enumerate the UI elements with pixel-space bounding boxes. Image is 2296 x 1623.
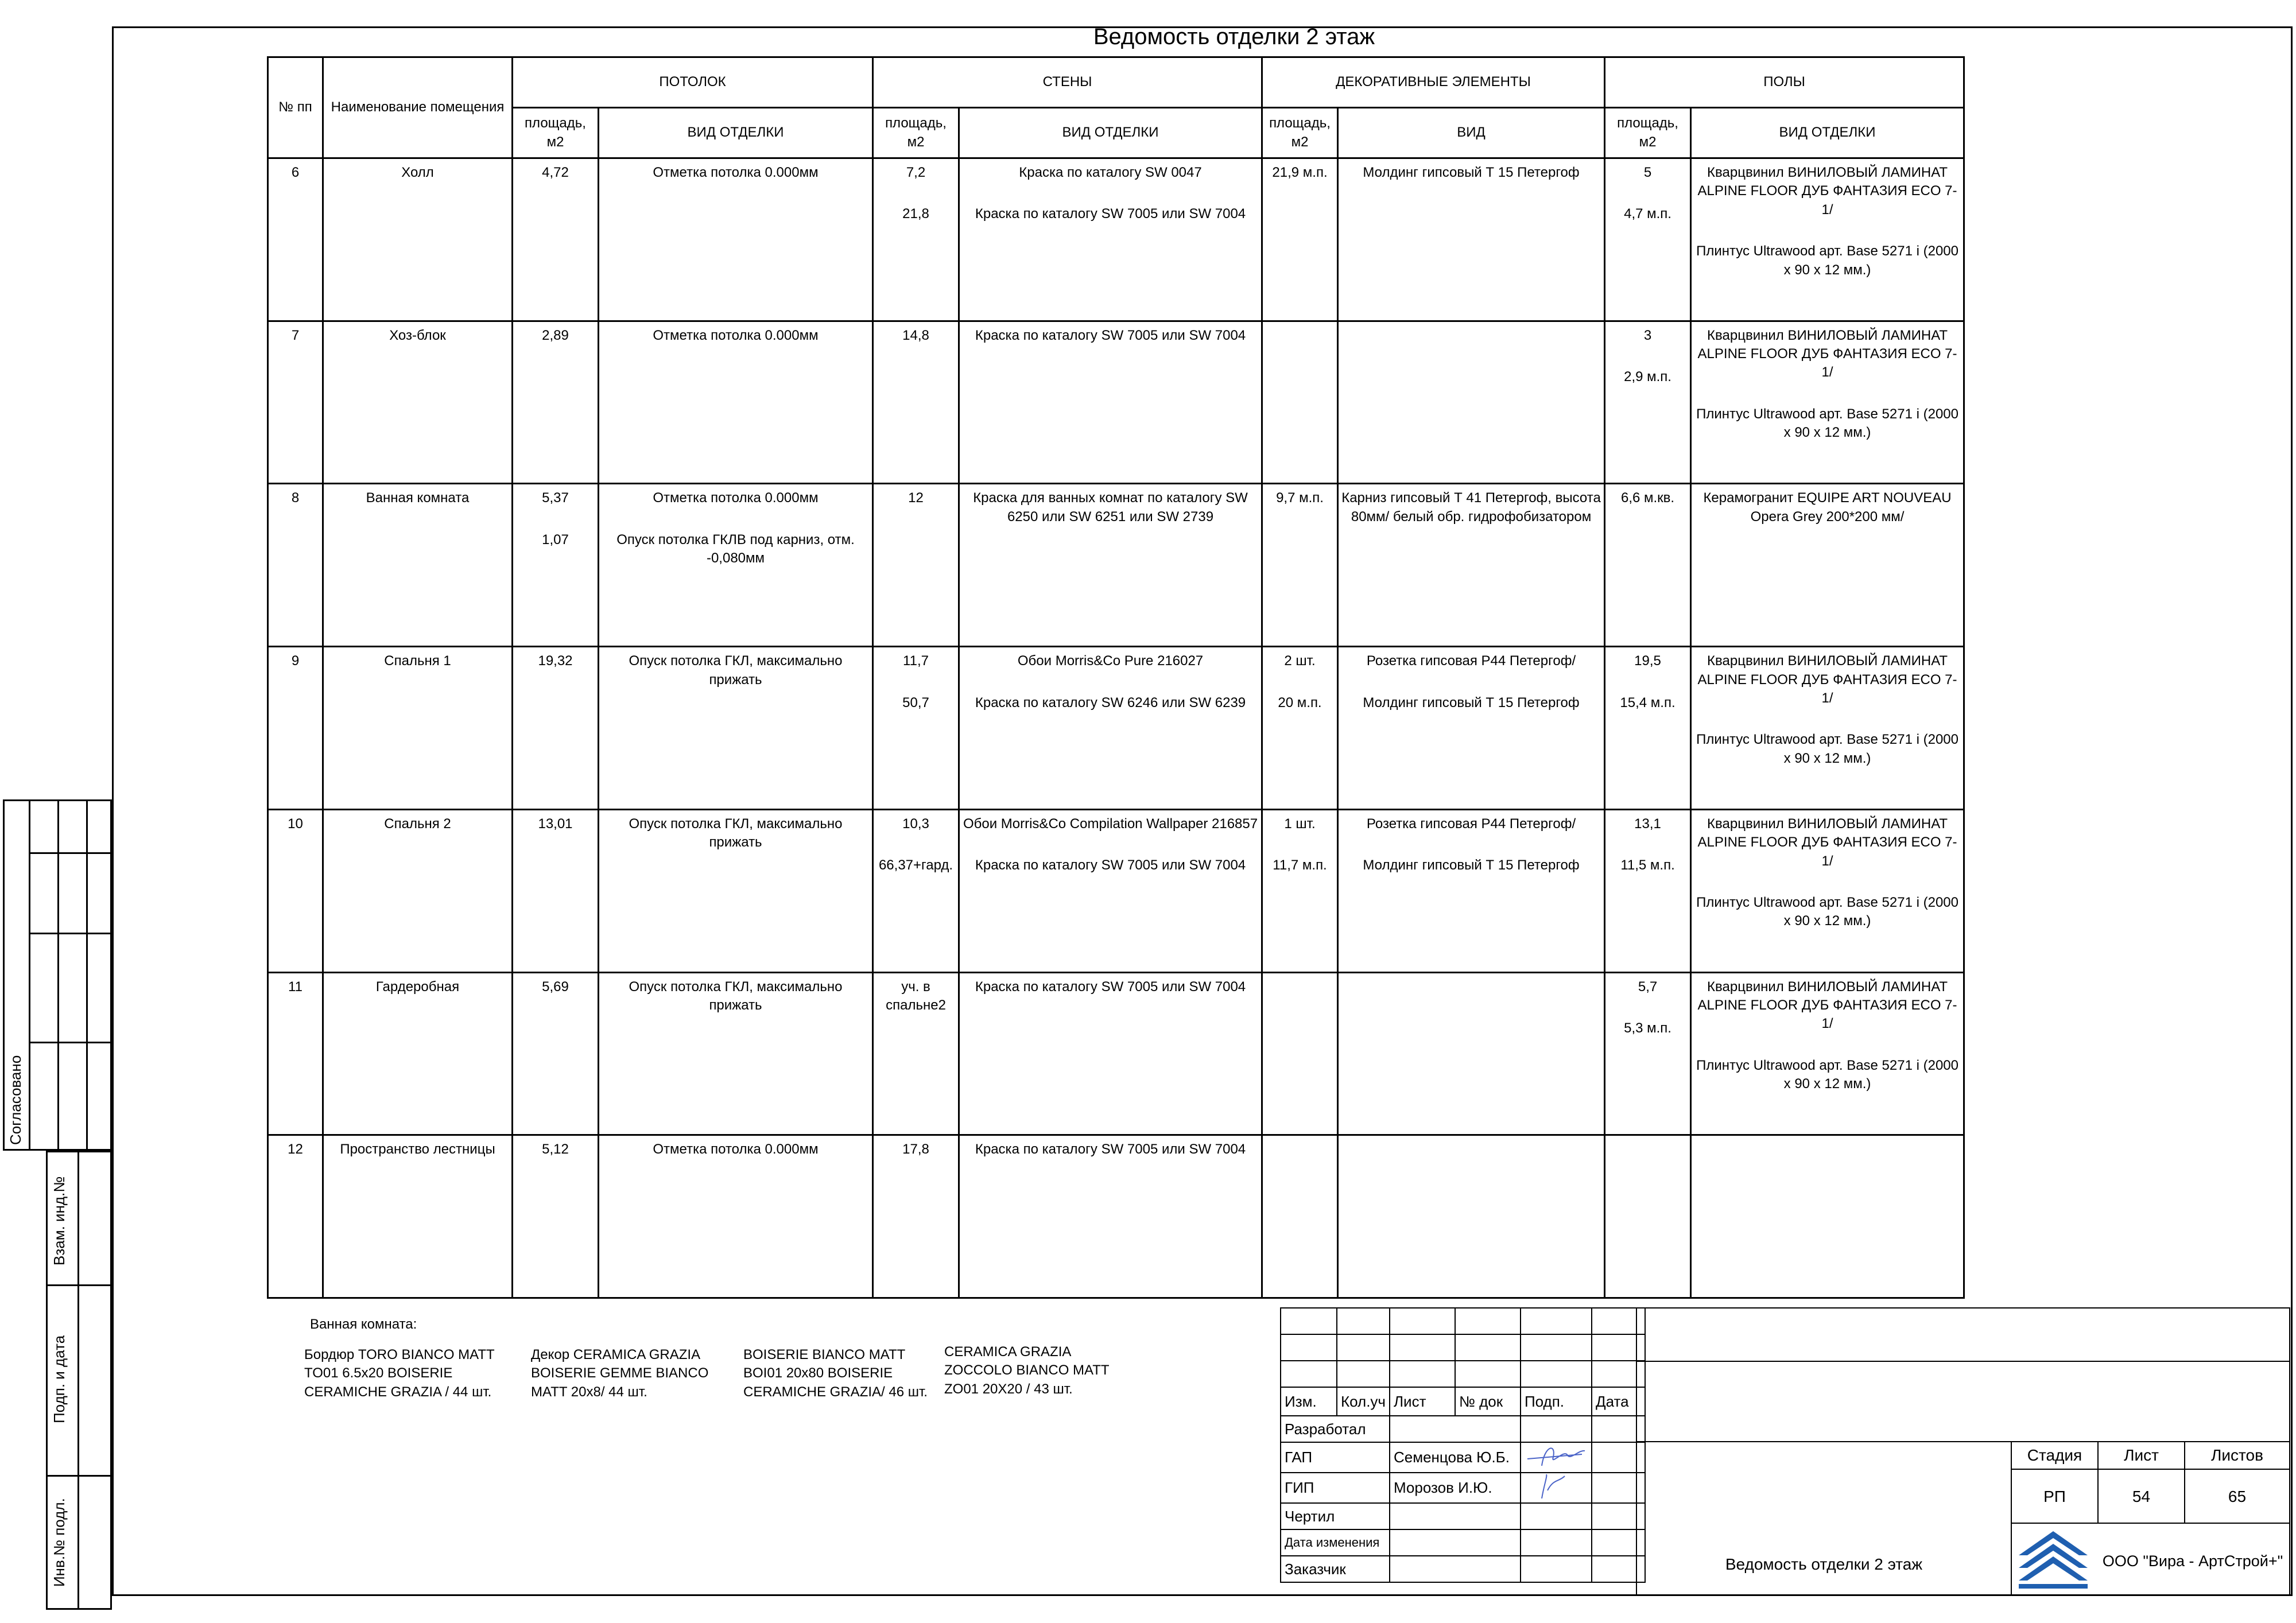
cell-deco-area-text: 21,9 м.п.: [1272, 165, 1328, 180]
doc-title: Ведомость отделки 2 этаж: [1725, 1555, 1923, 1573]
side-sign-date-label: Подп. и дата: [51, 1335, 68, 1423]
cell-deco-kind: [1338, 321, 1605, 484]
cell-deco-area-text: 1 шт.: [1284, 816, 1316, 832]
cell-room-name-text: Спальня 2: [384, 816, 451, 832]
company-logo: [2016, 1527, 2091, 1593]
cell-walls-finish-text: Краска по каталогу SW 7005 или SW 7004: [975, 327, 1246, 343]
header-ceiling-finish: ВИД ОТДЕЛКИ: [599, 108, 873, 158]
cell-ceiling-area-text: 4,72: [542, 165, 569, 180]
cell-ceiling-area-text: 1,07: [542, 531, 569, 548]
header-floors-finish: ВИД ОТДЕЛКИ: [1691, 108, 1964, 158]
cell-floor-finish-text: Плинтус Ultrawood арт. Base 5271 i (2000 x 90 x 12 мм.): [1696, 1057, 1958, 1092]
cell-walls-finish-text: Обои Morris&Co Compilation Wallpaper 216857: [963, 816, 1258, 832]
stamp-role: Заказчик: [1281, 1556, 1390, 1582]
cell-walls-finish: [959, 647, 1262, 810]
cell-walls-area-text: 50,7: [902, 694, 929, 710]
cell-floor-finish: [1691, 321, 1964, 484]
cell-walls-finish-text: Краска по каталогу SW 7005 или SW 7004: [975, 857, 1246, 873]
cell-walls-area: [873, 647, 959, 810]
header-deco-kind: ВИД: [1338, 108, 1605, 158]
cell-no-text: 10: [288, 816, 303, 832]
stamp-col: Лист: [1390, 1387, 1455, 1416]
cell-floor-finish: [1691, 972, 1964, 1135]
cell-floor-area: [1605, 484, 1691, 647]
cell-no-text: 8: [291, 490, 300, 506]
cell-ceiling-area: [513, 321, 599, 484]
cell-deco-area: [1262, 484, 1338, 647]
table-row: [268, 647, 1964, 810]
note-item: CERAMICA GRAZIA ZOCCOLO BIANCO MATT ZO01 20X20 / 43 шт.: [944, 1344, 1110, 1397]
cell-floor-finish: [1691, 1135, 1964, 1298]
cell-ceiling-finish: [599, 484, 873, 647]
cell-walls-finish: [959, 1135, 1262, 1298]
cell-floor-area-text: 19,5: [1634, 653, 1661, 669]
cell-no: [268, 321, 323, 484]
header-walls: СТЕНЫ: [873, 57, 1262, 108]
stage-label: Стадия: [2027, 1446, 2082, 1464]
cell-ceiling-finish-text: Отметка потолка 0.000мм: [653, 490, 819, 506]
note-item: Бордюр TORO BIANCO MATT TO01 6.5x20 BOISERIE CERAMICHE GRAZIA / 44 шт.: [304, 1347, 495, 1400]
cell-walls-finish-text: Краска по каталогу SW 7005 или SW 7004: [975, 206, 1246, 222]
stamp-col: Подп.: [1521, 1387, 1592, 1416]
table-row: [268, 484, 1964, 647]
cell-room-name-text: Спальня 1: [384, 653, 451, 669]
cell-no-text: 12: [288, 1141, 303, 1158]
cell-room-name: [323, 972, 513, 1135]
cell-no-text: 9: [291, 653, 300, 669]
side-stamp-v: [77, 1151, 79, 1610]
page-title: Ведомость отделки 2 этаж: [1093, 24, 1375, 49]
cell-walls-area-text: 12: [908, 490, 924, 506]
cell-ceiling-finish: [599, 1135, 873, 1298]
table-row: [268, 809, 1964, 972]
cell-floor-finish-text: Кварцвинил ВИНИЛОВЫЙ ЛАМИНАТ ALPINE FLOOR ДУБ ФАНТАЗИЯ ECO 7-1/: [1697, 165, 1957, 218]
cell-walls-finish: [959, 158, 1262, 321]
signature-icon: [1521, 1473, 1592, 1503]
cell-deco-area-text: 9,7 м.п.: [1276, 490, 1324, 506]
cell-walls-finish-text: Краска по каталогу SW 7005 или SW 7004: [975, 1141, 1246, 1158]
cell-ceiling-finish: [599, 647, 873, 810]
cell-room-name: [323, 809, 513, 972]
stamp-role: ГИП: [1281, 1473, 1390, 1503]
cell-floor-finish: [1691, 484, 1964, 647]
cell-ceiling-finish-text: Опуск потолка ГКЛ, максимально прижать: [629, 653, 843, 688]
cell-floor-area-text: 11,5 м.п.: [1620, 857, 1675, 873]
stamp-col: Кол.уч: [1337, 1387, 1390, 1416]
cell-floor-area-text: 15,4 м.п.: [1620, 694, 1676, 710]
cell-ceiling-area: [513, 972, 599, 1135]
cell-floor-area: [1605, 1135, 1691, 1298]
cell-ceiling-area: [513, 1135, 599, 1298]
cell-floor-finish-text: Плинтус Ultrawood арт. Base 5271 i (2000 x 90 x 12 мм.): [1696, 894, 1958, 929]
cell-walls-area-text: 11,7: [903, 653, 929, 669]
table-row: [268, 321, 1964, 484]
cell-no-text: 6: [291, 165, 300, 180]
cell-no-text: 7: [291, 327, 300, 343]
header-deco: ДЕКОРАТИВНЫЕ ЭЛЕМЕНТЫ: [1262, 57, 1605, 108]
cell-deco-area-text: 2 шт.: [1284, 653, 1316, 669]
stamp-gip-name: Морозов И.Ю.: [1390, 1473, 1521, 1503]
cell-deco-kind-text: Розетка гипсовая Р44 Петергоф/: [1366, 653, 1576, 669]
cell-walls-area-text: 14,8: [902, 327, 929, 343]
stamp-col: № док: [1455, 1387, 1521, 1416]
cell-walls-area-text: 17,8: [902, 1141, 929, 1158]
cell-walls-finish-text: Краска по каталогу SW 7005 или SW 7004: [975, 979, 1246, 995]
cell-deco-kind: [1338, 972, 1605, 1135]
cell-walls-area: [873, 158, 959, 321]
table-row: [268, 972, 1964, 1135]
cell-floor-finish-text: Кварцвинил ВИНИЛОВЫЙ ЛАМИНАТ ALPINE FLOOR ДУБ ФАНТАЗИЯ ECO 7-1/: [1697, 979, 1957, 1032]
cell-deco-area: [1262, 647, 1338, 810]
header-no: № пп: [268, 57, 323, 158]
cell-no: [268, 647, 323, 810]
cell-walls-area: [873, 321, 959, 484]
cell-walls-finish-text: Краска для ванных комнат по каталогу SW 6250 или SW 6251 или SW 2739: [973, 490, 1248, 525]
cell-deco-kind-text: Молдинг гипсовый Т 15 Петергоф: [1363, 857, 1580, 873]
cell-floor-finish-text: Кварцвинил ВИНИЛОВЫЙ ЛАМИНАТ ALPINE FLOOR ДУБ ФАНТАЗИЯ ECO 7-1/: [1697, 816, 1957, 869]
note-item: BOISERIE BIANCO MATT BOI01 20x80 BOISERIE CERAMICHE GRAZIA/ 46 шт.: [743, 1347, 928, 1400]
cell-floor-finish: [1691, 647, 1964, 810]
signature-icon: [1521, 1442, 1592, 1473]
header-walls-area: площадь, м2: [873, 108, 959, 158]
cell-room-name-text: Холл: [401, 165, 434, 180]
cell-room-name: [323, 647, 513, 810]
title-block-right-top: [1636, 1307, 2290, 1362]
cell-walls-area: [873, 809, 959, 972]
side-agreed-label: Согласовано: [7, 1055, 24, 1145]
cell-ceiling-area-text: 13,01: [538, 816, 573, 832]
cell-no: [268, 484, 323, 647]
cell-ceiling-finish-text: Отметка потолка 0.000мм: [653, 327, 819, 343]
header-deco-area: площадь, м2: [1262, 108, 1338, 158]
cell-deco-area: [1262, 321, 1338, 484]
cell-floor-area: [1605, 321, 1691, 484]
cell-ceiling-area-text: 5,12: [542, 1141, 569, 1158]
cell-walls-finish: [959, 972, 1262, 1135]
cell-no: [268, 809, 323, 972]
title-block-grid: [1280, 1307, 1646, 1583]
cell-room-name: [323, 1135, 513, 1298]
cell-ceiling-finish: [599, 321, 873, 484]
cell-floor-area-text: 4,7 м.п.: [1624, 206, 1671, 222]
cell-ceiling-area-text: 5,37: [542, 490, 569, 506]
cell-floor-finish-text: Кварцвинил ВИНИЛОВЫЙ ЛАМИНАТ ALPINE FLOOR ДУБ ФАНТАЗИЯ ECO 7-1/: [1697, 653, 1957, 706]
sheet-value: 54: [2132, 1488, 2151, 1505]
stage-value: РП: [2043, 1488, 2066, 1505]
header-walls-finish: ВИД ОТДЕЛКИ: [959, 108, 1262, 158]
cell-floor-area-text: 5: [1643, 165, 1652, 180]
cell-no: [268, 1135, 323, 1298]
cell-walls-finish: [959, 321, 1262, 484]
header-floors: ПОЛЫ: [1605, 57, 1964, 108]
cell-floor-finish-text: Плинтус Ultrawood арт. Base 5271 i (2000 x 90 x 12 мм.): [1696, 243, 1958, 278]
notes-heading: Ванная комната:: [310, 1317, 417, 1332]
cell-walls-finish: [959, 484, 1262, 647]
cell-deco-kind: [1338, 484, 1605, 647]
header-ceiling-area: площадь, м2: [513, 108, 599, 158]
cell-walls-finish-text: Краска по каталогу SW 0047: [1019, 165, 1202, 180]
company-name: ООО "Вира - АртСтрой+": [2102, 1552, 2283, 1570]
stamp-role: ГАП: [1281, 1442, 1390, 1473]
cell-room-name-text: Гардеробная: [375, 979, 460, 995]
title-block-right-mid: [1636, 1361, 2290, 1442]
cell-floor-finish: [1691, 809, 1964, 972]
cell-walls-finish: [959, 809, 1262, 972]
cell-deco-kind: [1338, 647, 1605, 810]
cell-no: [268, 972, 323, 1135]
stamp-role: Дата изменения: [1281, 1529, 1390, 1556]
cell-deco-kind-text: Розетка гипсовая Р44 Петергоф/: [1366, 816, 1576, 832]
cell-floor-finish-text: Кварцвинил ВИНИЛОВЫЙ ЛАМИНАТ ALPINE FLOOR ДУБ ФАНТАЗИЯ ECO 7-1/: [1697, 327, 1957, 380]
header-floors-area: площадь, м2: [1605, 108, 1691, 158]
cell-ceiling-area-text: 19,32: [538, 653, 573, 669]
cell-no-text: 11: [288, 979, 302, 995]
stamp-role: Чертил: [1281, 1503, 1390, 1529]
cell-ceiling-area-text: 2,89: [542, 327, 569, 343]
cell-walls-area-text: 10,3: [902, 816, 929, 832]
stamp-role: Разработал: [1281, 1416, 1390, 1442]
header-name: Наименование помещения: [323, 57, 513, 158]
stamp-col: Дата: [1592, 1387, 1645, 1416]
table-row: [268, 158, 1964, 321]
cell-deco-area: [1262, 809, 1338, 972]
cell-floor-finish-text: Плинтус Ultrawood арт. Base 5271 i (2000 x 90 x 12 мм.): [1696, 732, 1958, 766]
cell-ceiling-finish-text: Отметка потолка 0.000мм: [653, 1141, 819, 1158]
cell-deco-kind-text: Карниз гипсовый Т 41 Петергоф, высота 80мм/ белый обр. гидрофобизатором: [1341, 490, 1601, 525]
cell-ceiling-finish: [599, 158, 873, 321]
cell-deco-area: [1262, 1135, 1338, 1298]
cell-ceiling-finish-text: Опуск потолка ГКЛ, максимально прижать: [629, 816, 843, 851]
cell-ceiling-area-text: 5,69: [542, 979, 569, 995]
cell-ceiling-finish-text: Опуск потолка ГКЛ, максимально прижать: [629, 979, 843, 1013]
stamp-col: Изм.: [1281, 1387, 1337, 1416]
cell-floor-finish-text: Керамогранит EQUIPE ART NOUVEAU Opera Grey 200*200 мм/: [1703, 490, 1952, 525]
cell-floor-area: [1605, 809, 1691, 972]
cell-walls-area-text: уч. в спальне2: [886, 979, 946, 1013]
cell-floor-area-text: 5,7: [1638, 979, 1658, 995]
cell-walls-area-text: 66,37+гард.: [878, 857, 953, 873]
side-agreed-h3: [29, 1042, 112, 1043]
cell-floor-area-text: 3: [1643, 327, 1652, 343]
sheets-value: 65: [2228, 1488, 2247, 1505]
cell-deco-area: [1262, 972, 1338, 1135]
side-agreed-h1: [29, 852, 112, 854]
cell-walls-area-text: 7,2: [906, 165, 926, 180]
cell-ceiling-finish: [599, 809, 873, 972]
table-row: [268, 1135, 1964, 1298]
cell-walls-finish-text: Краска по каталогу SW 6246 или SW 6239: [975, 694, 1246, 710]
cell-floor-area: [1605, 972, 1691, 1135]
sheets-label: Листов: [2211, 1446, 2263, 1464]
cell-room-name-text: Пространство лестницы: [340, 1141, 495, 1158]
cell-ceiling-area: [513, 809, 599, 972]
cell-floor-finish: [1691, 158, 1964, 321]
cell-room-name: [323, 484, 513, 647]
cell-deco-kind: [1338, 809, 1605, 972]
cell-floor-area: [1605, 158, 1691, 321]
cell-deco-area-text: 11,7 м.п.: [1273, 857, 1327, 873]
cell-deco-kind: [1338, 158, 1605, 321]
cell-floor-area-text: 6,6 м.кв.: [1620, 490, 1675, 506]
note-item: Декор CERAMICA GRAZIA BOISERIE GEMME BIANCO MATT 20x8/ 44 шт.: [531, 1347, 709, 1400]
cell-walls-area-text: 21,8: [902, 206, 929, 222]
cell-room-name: [323, 321, 513, 484]
cell-floor-area-text: 2,9 м.п.: [1624, 369, 1671, 385]
cell-ceiling-finish-text: Отметка потолка 0.000мм: [653, 165, 819, 180]
header-ceiling: ПОТОЛОК: [513, 57, 873, 108]
cell-floor-area-text: 5,3 м.п.: [1624, 1020, 1671, 1036]
cell-ceiling-finish: [599, 972, 873, 1135]
cell-no: [268, 158, 323, 321]
cell-room-name-text: Хоз-блок: [389, 327, 446, 343]
sheet-label: Лист: [2124, 1446, 2159, 1464]
cell-deco-kind: [1338, 1135, 1605, 1298]
cell-walls-area: [873, 484, 959, 647]
side-agreed-h2: [29, 933, 112, 934]
cell-deco-kind-text: Молдинг гипсовый Т 15 Петергоф: [1363, 694, 1580, 710]
finish-schedule-table: [267, 56, 1965, 1299]
cell-room-name: [323, 158, 513, 321]
cell-walls-area: [873, 972, 959, 1135]
cell-ceiling-area: [513, 647, 599, 810]
cell-walls-area: [873, 1135, 959, 1298]
cell-floor-finish-text: Плинтус Ultrawood арт. Base 5271 i (2000 x 90 x 12 мм.): [1696, 406, 1958, 441]
cell-deco-kind-text: Молдинг гипсовый Т 15 Петергоф: [1363, 165, 1580, 180]
cell-deco-area: [1262, 158, 1338, 321]
cell-ceiling-finish-text: Опуск потолка ГКЛВ под карниз, отм. -0,080мм: [616, 531, 855, 566]
cell-floor-area: [1605, 647, 1691, 810]
cell-floor-area-text: 13,1: [1634, 816, 1661, 832]
cell-walls-finish-text: Обои Morris&Co Pure 216027: [1017, 653, 1204, 669]
cell-room-name-text: Ванная комната: [366, 490, 470, 506]
cell-ceiling-area: [513, 158, 599, 321]
cell-deco-area-text: 20 м.п.: [1278, 694, 1322, 710]
side-replace-label: Взам. инд.№: [51, 1176, 68, 1265]
side-inv-label: Инв.№ подл.: [51, 1498, 68, 1587]
cell-ceiling-area: [513, 484, 599, 647]
stamp-gap-name: Семенцова Ю.Б.: [1390, 1442, 1521, 1473]
